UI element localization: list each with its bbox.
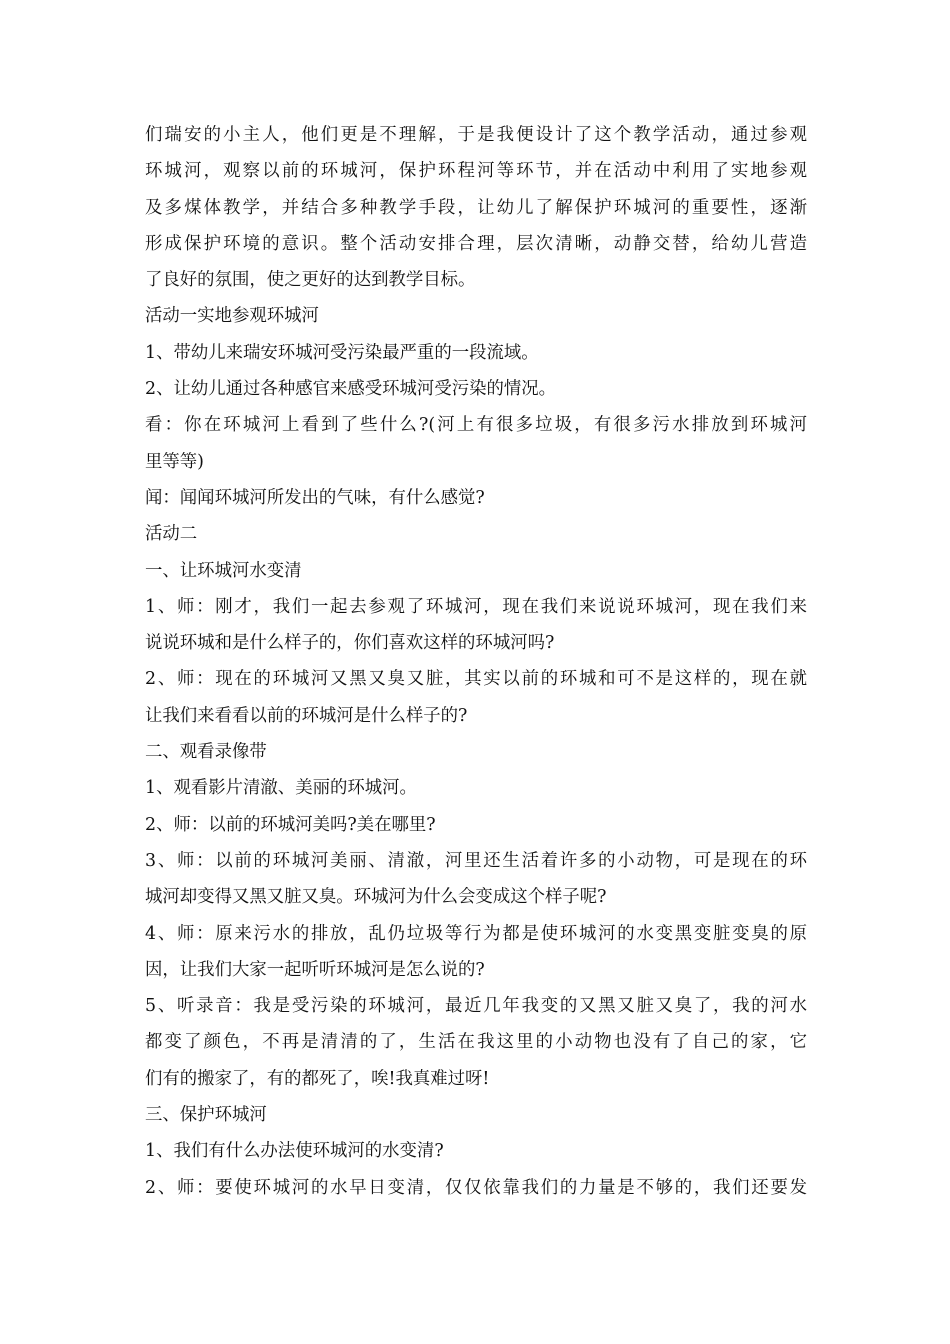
text-line: 活动一实地参观环城河	[145, 306, 319, 327]
text-line: 2、让幼儿通过各种感官来感受环城河受污染的情况。	[145, 379, 557, 400]
text-line: 说说环城和是什么样子的，你们喜欢这样的环城河吗?	[145, 633, 555, 654]
text-line: 二、观看录像带	[145, 742, 267, 763]
text-line: 里等等)	[145, 451, 204, 472]
text-line: 4、师：原来污水的排放，乱仍垃圾等行为都是使环城河的水变黑变脏变臭的原	[145, 923, 807, 944]
text-line: 1、观看影片清澈、美丽的环城河。	[145, 778, 417, 799]
text-line: 形成保护环境的意识。整个活动安排合理，层次清晰，动静交替，给幼儿营造	[145, 233, 807, 254]
text-line: 三、保护环城河	[145, 1105, 267, 1126]
text-line: 5、听录音：我是受污染的环城河，最近几年我变的又黑又脏又臭了，我的河水	[145, 996, 807, 1017]
text-line: 2、师：现在的环城河又黑又臭又脏，其实以前的环城和可不是这样的，现在就	[145, 669, 807, 690]
text-line: 了良好的氛围，使之更好的达到教学目标。	[145, 270, 476, 291]
text-line: 1、带幼儿来瑞安环城河受污染最严重的一段流域。	[145, 342, 539, 363]
text-line: 3、师：以前的环城河美丽、清澈，河里还生活着许多的小动物，可是现在的环	[145, 850, 807, 871]
text-line: 环城河，观察以前的环城河，保护环程河等环节，并在活动中利用了实地参观	[145, 161, 807, 182]
text-line: 1、师：刚才，我们一起去参观了环城河，现在我们来说说环城河，现在我们来	[145, 596, 807, 617]
document-page	[145, 117, 807, 1206]
text-line: 2、师：要使环城河的水早日变清，仅仅依靠我们的力量是不够的，我们还要发	[145, 1177, 807, 1198]
text-line: 因，让我们大家一起听听环城河是怎么说的?	[145, 959, 485, 980]
text-line: 让我们来看看以前的环城河是什么样子的?	[145, 705, 468, 726]
text-line: 及多煤体教学，并结合多种教学手段，让幼儿了解保护环城河的重要性，逐渐	[145, 197, 807, 218]
text-line: 城河却变得又黑又脏又臭。环城河为什么会变成这个样子呢?	[145, 887, 607, 908]
text-line: 活动二	[145, 524, 198, 545]
text-line: 闻：闻闻环城河所发出的气味，有什么感觉?	[145, 487, 485, 508]
text-line: 一、让环城河水变清	[145, 560, 302, 581]
text-line: 1、我们有什么办法使环城河的水变清?	[145, 1141, 444, 1162]
text-line: 都变了颜色，不再是清清的了，生活在我这里的小动物也没有了自己的家，它	[145, 1032, 807, 1053]
text-line: 2、师：以前的环城河美吗?美在哪里?	[145, 814, 436, 835]
text-line: 们瑞安的小主人，他们更是不理解，于是我便设计了这个教学活动，通过参观	[145, 125, 807, 145]
text-line: 们有的搬家了，有的都死了，唉!我真难过呀!	[145, 1068, 490, 1089]
text-line: 看：你在环城河上看到了些什么?(河上有很多垃圾，有很多污水排放到环城河	[145, 415, 807, 436]
